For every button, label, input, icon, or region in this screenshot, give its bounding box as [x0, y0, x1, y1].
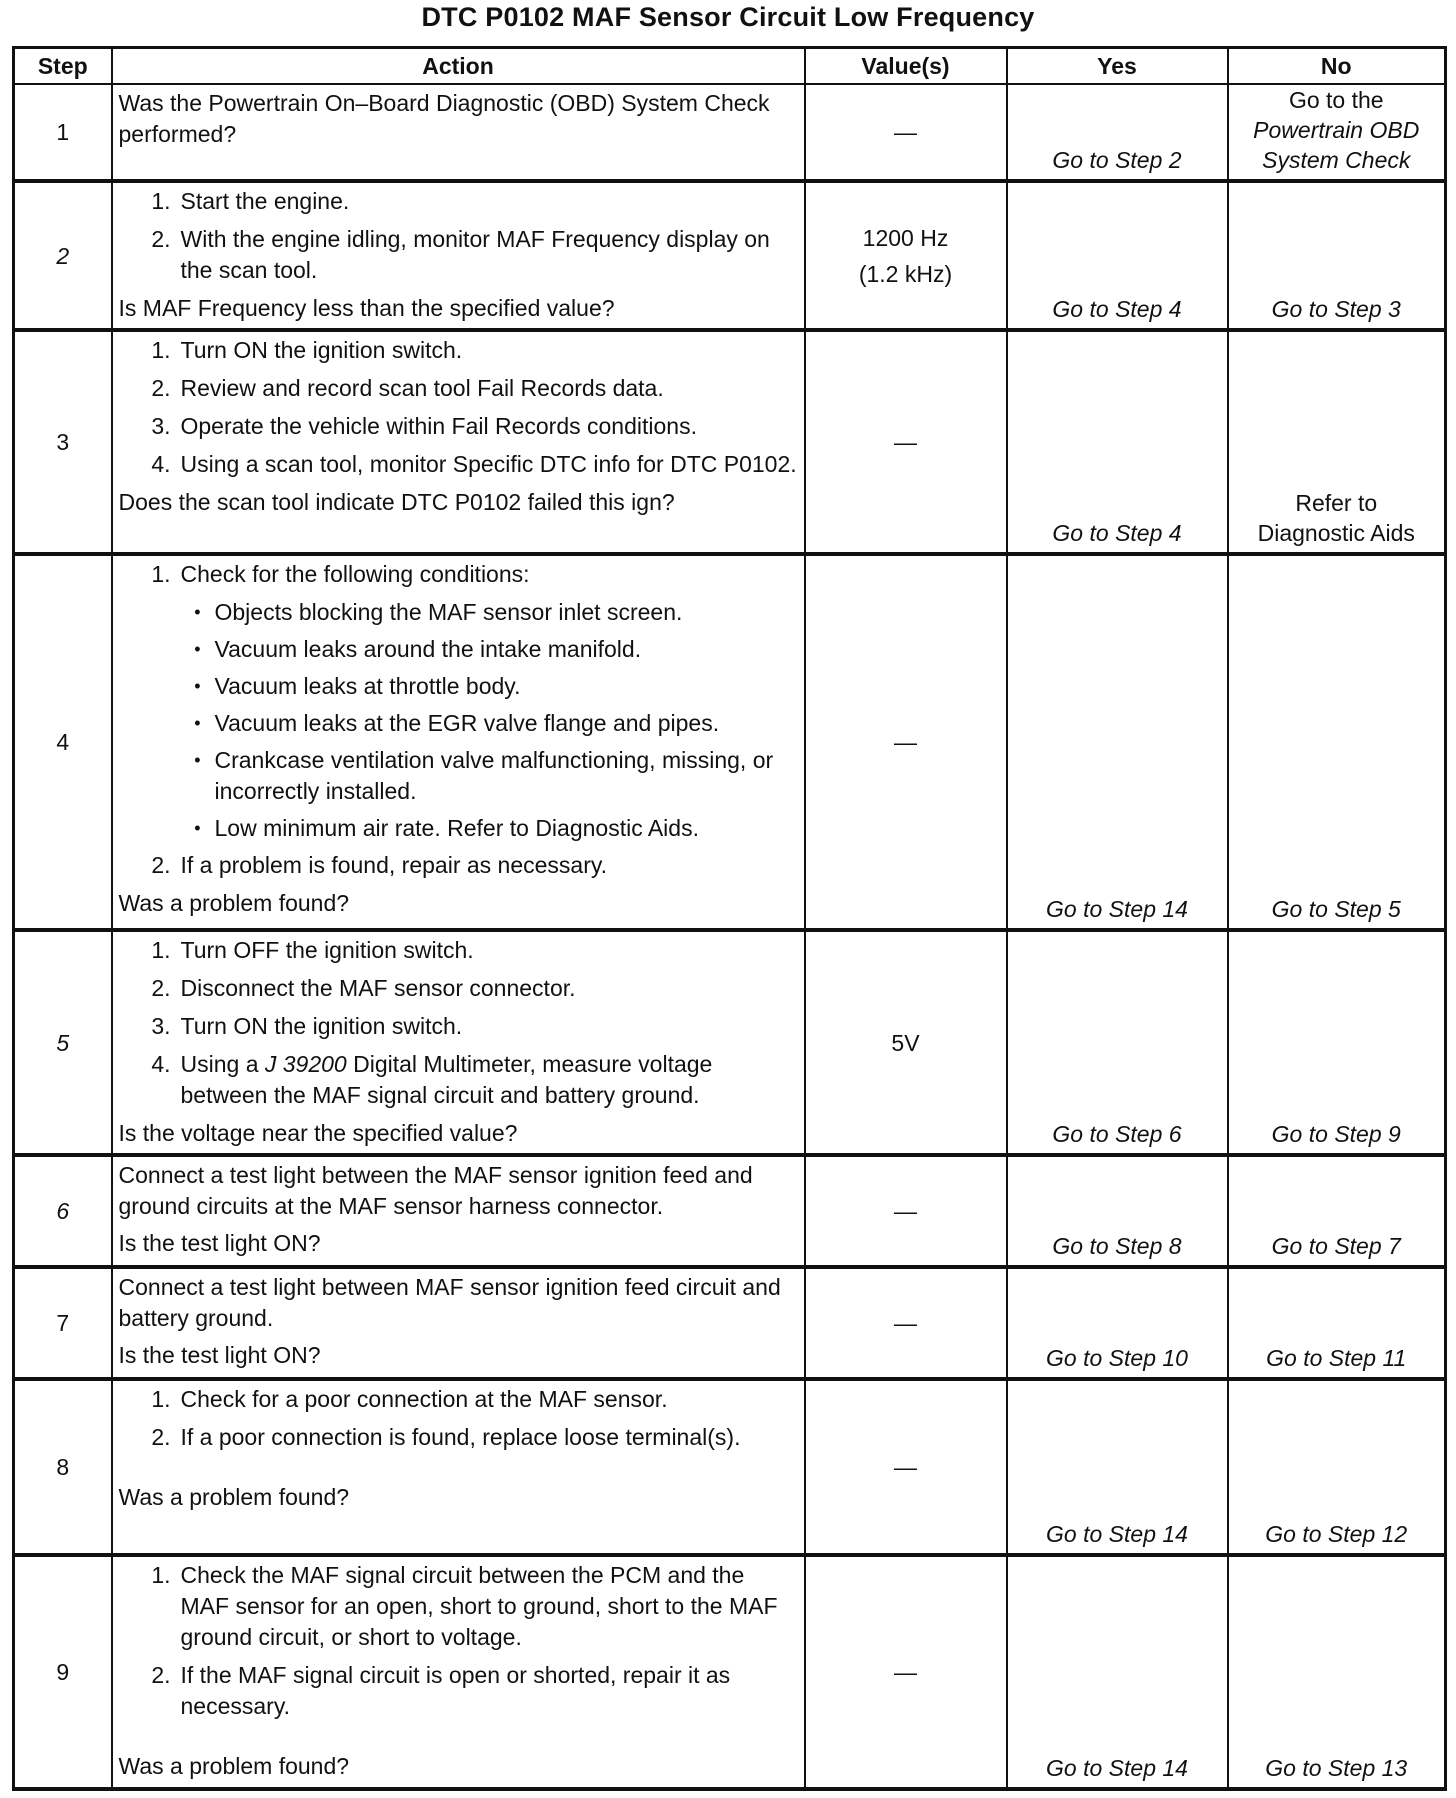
header-no: No: [1228, 48, 1446, 85]
no-cell: Go to Step 5: [1228, 554, 1446, 930]
question-text: Does the scan tool indicate DTC P0102 failed this ign?: [118, 489, 675, 515]
bullet-item: • Vacuum leaks around the intake manifold.: [194, 636, 642, 662]
step-number: 7: [14, 1267, 112, 1379]
value-cell: —: [805, 1267, 1007, 1379]
no-text-line: Powertrain OBD: [1253, 117, 1420, 143]
list-item: 3. Turn ON the ignition switch.: [151, 1013, 463, 1039]
question-text: Was a problem found?: [118, 890, 350, 916]
list-item: 3. Operate the vehicle within Fail Records conditions.: [151, 413, 697, 439]
step-number: 9: [14, 1555, 112, 1789]
value-line: (1.2 kHz): [858, 260, 953, 287]
list-item: 2. If a problem is found, repair as necessary.: [151, 852, 608, 878]
no-cell: Go to Step 12: [1228, 1379, 1446, 1555]
action-cell: [112, 1379, 805, 1555]
yes-cell: Go to Step 10: [1007, 1267, 1228, 1379]
action-text: Connect a test light between MAF sensor ignition feed circuit and battery ground.: [118, 1274, 781, 1331]
step-number: 3: [14, 330, 112, 554]
list-item: 1. Start the engine.: [151, 188, 350, 214]
list-item: 2. If the MAF signal circuit is open or shorted, repair it as necessary.: [151, 1662, 731, 1719]
step-number: 6: [14, 1155, 112, 1267]
no-text-line: Diagnostic Aids: [1257, 520, 1415, 546]
no-cell: Go to Step 9: [1228, 930, 1446, 1155]
value-cell: —: [805, 1379, 1007, 1555]
no-text-line: Go to the: [1288, 87, 1384, 113]
action-cell: [112, 1555, 805, 1789]
action-text: Was the Powertrain On–Board Diagnostic (OBD) System Check performed?: [118, 90, 770, 147]
no-cell: Go to Step 3: [1228, 181, 1446, 330]
no-cell: Go to Step 13: [1228, 1555, 1446, 1789]
action-cell: [112, 554, 805, 930]
action-cell: [112, 1155, 805, 1267]
page-title: DTC P0102 MAF Sensor Circuit Low Frequency: [421, 2, 1035, 32]
yes-cell: Go to Step 4: [1007, 330, 1228, 554]
yes-cell: Go to Step 4: [1007, 181, 1228, 330]
list-item: 1. Turn ON the ignition switch.: [151, 337, 463, 363]
yes-cell: Go to Step 8: [1007, 1155, 1228, 1267]
step-number: 1: [14, 84, 112, 181]
table-row-step-4: [14, 554, 1446, 930]
table-header-row: [14, 48, 1446, 85]
yes-cell: Go to Step 6: [1007, 930, 1228, 1155]
list-item: 2. Disconnect the MAF sensor connector.: [151, 975, 576, 1001]
header-values: Value(s): [805, 48, 1007, 85]
step-number: 5: [14, 930, 112, 1155]
bullet-item: • Vacuum leaks at the EGR valve flange and pipes.: [194, 710, 720, 736]
question-text: Is the test light ON?: [118, 1230, 321, 1256]
tool-number: J 39200: [264, 1051, 347, 1077]
bullet-item: • Crankcase ventilation valve malfunctioning, missing, or incorrectly installed.: [194, 747, 774, 804]
list-item: 4. Using a J 39200 Digital Multimeter, measure voltage between the MAF signal circuit and battery ground.: [151, 1051, 713, 1108]
list-item: 2. With the engine idling, monitor MAF Frequency display on the scan tool.: [151, 226, 770, 283]
no-text-line: Refer to: [1295, 490, 1378, 516]
bullet-item: • Vacuum leaks at throttle body.: [194, 673, 521, 699]
no-cell: [1228, 84, 1446, 181]
action-cell: [112, 1267, 805, 1379]
question-text: Was a problem found?: [118, 1753, 350, 1779]
table-row-step-2: [14, 181, 1446, 330]
yes-cell: Go to Step 14: [1007, 1555, 1228, 1789]
value-cell: [805, 181, 1007, 330]
list-item: 1. Check for the following conditions:: [151, 561, 530, 587]
table-row-step-3: [14, 330, 1446, 554]
table-row-step-7: [14, 1267, 1446, 1379]
table-row-step-8: [14, 1379, 1446, 1555]
value-cell: —: [805, 1155, 1007, 1267]
list-item: 4. Using a scan tool, monitor Specific DTC info for DTC P0102.: [151, 451, 797, 477]
list-item: 2. If a poor connection is found, replace loose terminal(s).: [151, 1424, 741, 1450]
table-row-step-9: [14, 1555, 1446, 1789]
yes-cell: Go to Step 2: [1007, 84, 1228, 181]
question-text: Was a problem found?: [118, 1484, 350, 1510]
action-text: Connect a test light between the MAF sensor ignition feed and ground circuits at the MAF sensor harness connector.: [118, 1162, 753, 1219]
value-cell: —: [805, 1555, 1007, 1789]
question-text: Is the test light ON?: [118, 1342, 321, 1368]
no-text-line: System Check: [1262, 147, 1411, 173]
no-cell: [1228, 330, 1446, 554]
header-action: Action: [112, 48, 805, 85]
no-cell: Go to Step 11: [1228, 1267, 1446, 1379]
value-line: 1200 Hz: [862, 224, 949, 251]
value-cell: —: [805, 330, 1007, 554]
action-cell: [112, 930, 805, 1155]
list-item: 1. Check for a poor connection at the MAF sensor.: [151, 1386, 668, 1412]
header-step: Step: [14, 48, 112, 85]
yes-cell: Go to Step 14: [1007, 554, 1228, 930]
value-cell: 5V: [805, 930, 1007, 1155]
header-yes: Yes: [1007, 48, 1228, 85]
value-cell: —: [805, 554, 1007, 930]
action-cell: [112, 330, 805, 554]
step-number: 8: [14, 1379, 112, 1555]
bullet-item: • Low minimum air rate. Refer to Diagnostic Aids.: [194, 815, 699, 841]
action-cell: [112, 84, 805, 181]
dtc-diagnostic-table: [12, 46, 1447, 1791]
bullet-item: • Objects blocking the MAF sensor inlet screen.: [194, 599, 683, 625]
question-text: Is the voltage near the specified value?: [118, 1120, 518, 1146]
list-item: 1. Turn OFF the ignition switch.: [151, 937, 474, 963]
yes-cell: Go to Step 14: [1007, 1379, 1228, 1555]
action-cell: [112, 181, 805, 330]
list-item: 1. Check the MAF signal circuit between the PCM and the MAF sensor for an open, short to ground, short to the MAF ground circuit, or short to voltage.: [151, 1562, 778, 1650]
question-text: Is MAF Frequency less than the specified value?: [118, 295, 615, 321]
table-row-step-5: [14, 930, 1446, 1155]
value-cell: —: [805, 84, 1007, 181]
table-row-step-6: [14, 1155, 1446, 1267]
step-number: 4: [14, 554, 112, 930]
step-number: 2: [14, 181, 112, 330]
list-item: 2. Review and record scan tool Fail Records data.: [151, 375, 664, 401]
table-row-step-1: [14, 84, 1446, 181]
no-cell: Go to Step 7: [1228, 1155, 1446, 1267]
